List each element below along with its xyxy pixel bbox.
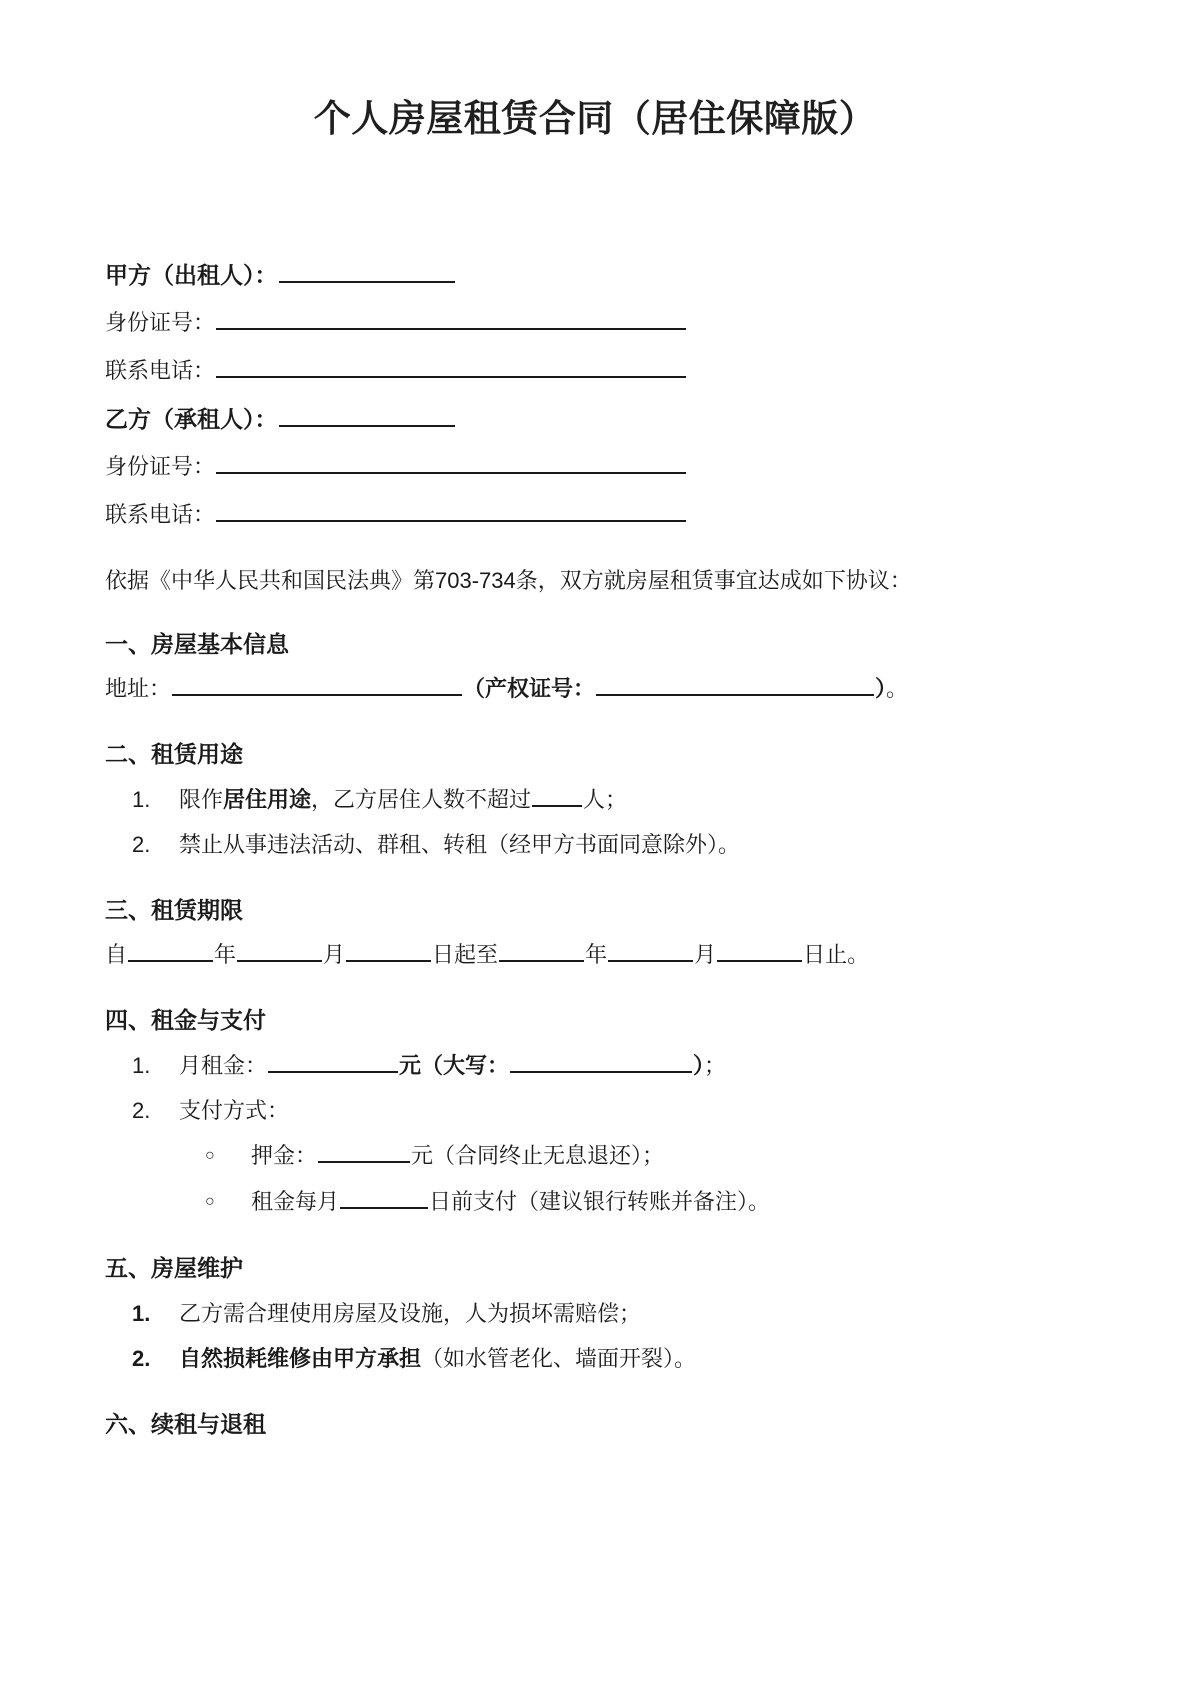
address-end-punct: 。 xyxy=(886,676,909,702)
section-heading-four: 四、租金与支付 xyxy=(105,1007,266,1034)
maintenance-item2-rest: （如水管老化、墙面开裂）。 xyxy=(421,1346,697,1372)
cert-open-label: （产权证号： xyxy=(463,676,596,702)
landlord-name-blank[interactable] xyxy=(279,257,455,283)
maintenance-list xyxy=(105,1291,1085,1381)
rent-list xyxy=(105,1043,1085,1133)
landlord-phone-line xyxy=(105,347,1085,395)
rent-end-punct: ； xyxy=(704,1053,727,1079)
tenant-phone-blank[interactable] xyxy=(216,497,686,522)
rent-uppercase-blank[interactable] xyxy=(510,1048,692,1073)
list-marker: 2. xyxy=(132,832,151,858)
landlord-name-line xyxy=(105,251,1085,299)
payment-method-label: 支付方式： xyxy=(179,1098,290,1124)
deposit-note: 元（合同终止无息退还）； xyxy=(411,1143,665,1169)
usage-item2-text: 禁止从事违法活动、群租、转租（经甲方书面同意除外）。 xyxy=(179,832,741,858)
tenant-id-line xyxy=(105,443,1085,491)
tenant-name-blank[interactable] xyxy=(279,401,455,427)
section-heading-three: 三、租赁期限 xyxy=(105,897,243,924)
landlord-phone-blank[interactable] xyxy=(216,353,686,378)
tenant-id-blank[interactable] xyxy=(216,449,686,474)
rent-unit-label: 元（大写： xyxy=(399,1053,510,1079)
list-marker: 2. xyxy=(132,1346,151,1372)
term-start-label: 自 xyxy=(105,942,128,968)
section-heading-six: 六、续租与退租 xyxy=(105,1411,266,1438)
start-month-blank[interactable] xyxy=(237,937,322,962)
tenant-name-line xyxy=(105,395,1085,443)
cert-close-label: ） xyxy=(875,676,887,702)
start-day-blank[interactable] xyxy=(346,937,431,962)
landlord-block xyxy=(105,251,1085,395)
usage-item1-pre: 限作 xyxy=(179,787,224,813)
maintenance-item2-bold: 自然损耗维修由甲方承担 xyxy=(179,1346,422,1372)
tenant-id-label: 身份证号： xyxy=(105,454,216,480)
list-item xyxy=(105,1336,1085,1381)
preamble-paragraph: 依据《中华人民共和国民法典》第703-734条，双方就房屋租赁事宜达成如下协议： xyxy=(105,568,912,594)
tenant-phone-label: 联系电话： xyxy=(105,502,216,528)
landlord-id-label: 身份证号： xyxy=(105,310,216,336)
cert-blank[interactable] xyxy=(596,671,874,696)
end-year-blank[interactable] xyxy=(499,937,584,962)
list-item xyxy=(105,1179,1085,1225)
address-blank[interactable] xyxy=(172,671,462,696)
landlord-id-blank[interactable] xyxy=(216,305,686,330)
term-dayend-label: 日止。 xyxy=(803,942,870,968)
end-day-blank[interactable] xyxy=(717,937,802,962)
tenant-block xyxy=(105,395,1085,539)
term-month-label: 月 xyxy=(323,942,346,968)
term-daystart-label: 日起至 xyxy=(432,942,499,968)
usage-list xyxy=(105,777,1085,867)
address-line xyxy=(105,667,1085,711)
maintenance-item1-text: 乙方需合理使用房屋及设施，人为损坏需赔偿； xyxy=(179,1301,642,1327)
list-item xyxy=(105,1043,1085,1088)
usage-item1-bold: 居住用途 xyxy=(223,787,312,813)
lease-term-line xyxy=(105,933,1085,977)
landlord-name-label: 甲方（出租人）： xyxy=(105,262,278,289)
section-heading-two: 二、租赁用途 xyxy=(105,741,243,768)
payday-label: 租金每月 xyxy=(251,1189,340,1215)
payday-blank[interactable] xyxy=(340,1184,428,1209)
monthly-rent-blank[interactable] xyxy=(268,1048,398,1073)
term-month2-label: 月 xyxy=(694,942,717,968)
list-item xyxy=(105,1088,1085,1133)
term-year2-label: 年 xyxy=(585,942,608,968)
rent-unit-close: ） xyxy=(693,1053,705,1079)
list-item xyxy=(105,1133,1085,1179)
term-year-label: 年 xyxy=(214,942,237,968)
deposit-blank[interactable] xyxy=(318,1138,410,1163)
end-month-blank[interactable] xyxy=(608,937,693,962)
title-spacer xyxy=(105,143,1085,251)
list-item xyxy=(105,777,1085,822)
section-heading-five: 五、房屋维护 xyxy=(105,1255,243,1282)
occupant-count-blank[interactable] xyxy=(532,782,582,807)
payment-sub-list xyxy=(105,1133,1085,1225)
address-label: 地址： xyxy=(105,676,172,702)
tenant-name-label: 乙方（承租人）： xyxy=(105,406,278,433)
list-item xyxy=(105,822,1085,867)
usage-item1-post: 人； xyxy=(583,787,628,813)
landlord-phone-label: 联系电话： xyxy=(105,358,216,384)
circle-bullet-icon: ○ xyxy=(205,1147,215,1165)
section-heading-one: 一、房屋基本信息 xyxy=(105,631,289,658)
tenant-phone-line xyxy=(105,491,1085,539)
circle-bullet-icon: ○ xyxy=(205,1193,215,1211)
start-year-blank[interactable] xyxy=(128,937,213,962)
landlord-id-line xyxy=(105,299,1085,347)
usage-item1-mid: ，乙方居住人数不超过 xyxy=(311,787,532,813)
list-marker: 1. xyxy=(132,1053,151,1079)
page-title: 个人房屋租赁合同（居住保障版） xyxy=(313,98,877,139)
list-marker: 1. xyxy=(132,1301,151,1327)
monthly-rent-label: 月租金： xyxy=(179,1053,268,1079)
list-marker: 1. xyxy=(132,787,151,813)
payday-note: 日前支付（建议银行转账并备注）。 xyxy=(429,1189,771,1215)
list-marker: 2. xyxy=(132,1098,151,1124)
deposit-label: 押金： xyxy=(251,1143,318,1169)
list-item xyxy=(105,1291,1085,1336)
